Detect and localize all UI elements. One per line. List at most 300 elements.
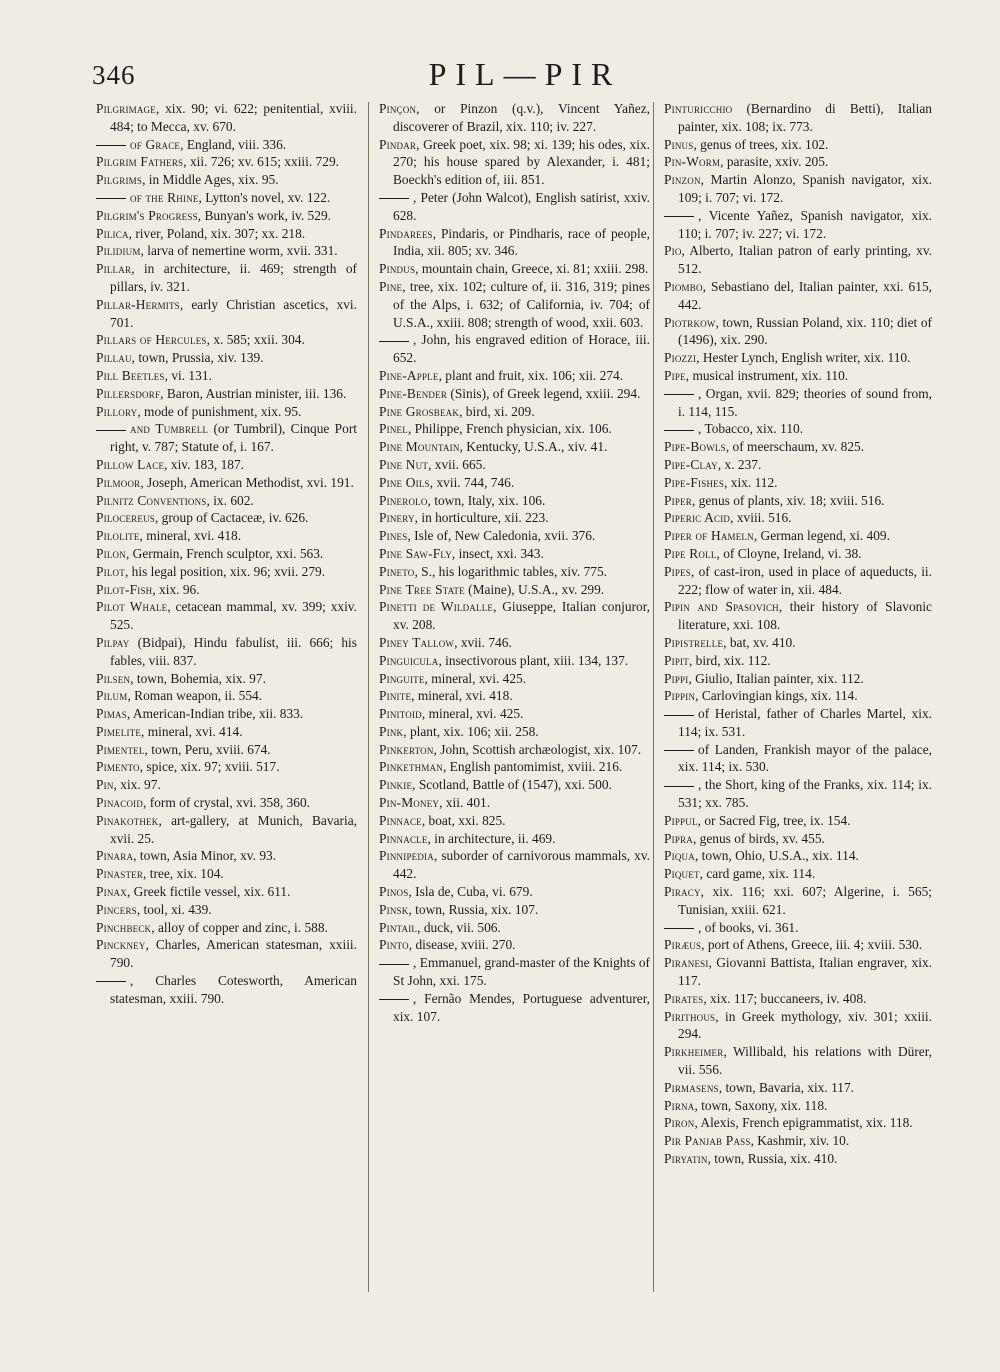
entry-text: , Lytton's novel, xv. 122.	[198, 189, 331, 205]
index-entry	[92, 225, 357, 243]
entry-headword: Pipe-Fishes	[664, 474, 725, 490]
entry-text: , early Christian ascetics, xvi. 701.	[110, 296, 357, 330]
entry-text: , musical instrument, xix. 110.	[685, 367, 849, 383]
index-entry	[92, 385, 357, 403]
entry-text: , xix. 112.	[724, 474, 778, 490]
index-entry	[375, 474, 650, 492]
repeat-dash	[664, 394, 694, 395]
entry-headword: Pinerolo	[379, 492, 428, 508]
entry-text: , in horticulture, xii. 223.	[414, 510, 549, 526]
entry-headword: Pipes	[664, 563, 691, 579]
entry-text: , or Sacred Fig, tree, ix. 154.	[697, 812, 851, 828]
entry-text: , town, Italy, xix. 106.	[427, 492, 546, 508]
index-entry	[92, 812, 357, 848]
entry-text: , xix. 97.	[113, 777, 161, 793]
entry-text: , of Cloyne, Ireland, vi. 38.	[716, 545, 862, 561]
repeat-dash	[379, 999, 409, 1000]
index-entry	[92, 670, 357, 688]
entry-headword: Pilpay	[96, 634, 130, 650]
index-entry	[660, 242, 932, 278]
entry-headword: Pinnacle	[379, 830, 428, 846]
index-entry	[92, 189, 357, 207]
entry-text: , Kentucky, U.S.A., xiv. 41.	[459, 439, 608, 455]
index-entry	[375, 705, 650, 723]
entry-headword: Pillar-Hermits	[96, 296, 180, 312]
entry-text: , vi. 131.	[164, 367, 212, 383]
index-entry	[375, 687, 650, 705]
index-column-2	[375, 100, 650, 1025]
repeat-dash	[664, 786, 694, 787]
entry-text: , town, Russian Poland, xix. 110; diet of (1496), xix. 290.	[678, 314, 932, 348]
index-entry	[375, 189, 650, 225]
entry-text: , Giuseppe, Italian conjuror, xv. 208.	[393, 599, 650, 633]
entry-text: , bird, xi. 209.	[459, 403, 535, 419]
entry-headword: Pinchbeck	[96, 919, 152, 935]
column-divider	[368, 102, 369, 1292]
entry-text: (Bidpai), Hindu fabulist, iii. 666; his fables, viii. 837.	[110, 634, 357, 668]
entry-headword: Pipe-Bowls	[664, 439, 726, 455]
entry-headword: Pirkheimer	[664, 1044, 724, 1060]
index-entry	[660, 314, 932, 350]
index-entry	[375, 100, 650, 136]
index-entry	[92, 581, 357, 599]
index-entry	[92, 403, 357, 421]
entry-headword: Pinos	[379, 884, 409, 900]
entry-text: (Maine), U.S.A., xv. 299.	[464, 581, 605, 597]
index-entry	[92, 492, 357, 510]
entry-headword: Pinery	[379, 510, 415, 526]
page-number: 346	[92, 60, 136, 90]
repeat-dash	[664, 928, 694, 929]
entry-text: , in Greek mythology, xiv. 301; xxiii. 294.	[678, 1008, 932, 1042]
repeat-dash	[96, 981, 126, 982]
entry-headword: Pimas	[96, 706, 127, 722]
index-entry	[375, 545, 650, 563]
entry-text: , American-Indian tribe, xii. 833.	[126, 706, 304, 722]
index-entry	[660, 545, 932, 563]
index-entry	[660, 474, 932, 492]
index-entry	[660, 207, 932, 243]
entry-headword: Piombo	[664, 278, 703, 294]
index-entry	[660, 670, 932, 688]
entry-text: , xvii. 744, 746.	[429, 474, 515, 490]
repeat-dash	[379, 964, 409, 965]
entry-text: , the Short, king of the Franks, xix. 114; ix. 531; xx. 785.	[678, 777, 932, 811]
entry-text: , duck, vii. 506.	[417, 919, 501, 935]
entry-text: , river, Poland, xix. 307; xx. 218.	[128, 225, 306, 241]
entry-headword: Pilot Whale	[96, 599, 168, 615]
entry-headword: Pine	[379, 278, 403, 294]
entry-headword: Pinzon	[664, 172, 701, 188]
index-entry	[660, 847, 932, 865]
index-entry	[92, 936, 357, 972]
entry-headword: Pinçon	[379, 101, 417, 116]
entry-text: , card game, xix. 114.	[699, 866, 816, 882]
index-entry	[660, 1043, 932, 1079]
entry-headword: Pirna	[664, 1097, 695, 1113]
index-entry	[92, 723, 357, 741]
repeat-dash	[96, 145, 126, 146]
index-entry	[375, 776, 650, 794]
entry-text: , xii. 401.	[439, 795, 491, 811]
entry-text: , Scotland, Battle of (1547), xxi. 500.	[412, 777, 612, 793]
entry-text: , xvii. 665.	[428, 456, 486, 472]
entry-text: , Baron, Austrian minister, iii. 136.	[160, 385, 347, 401]
entry-headword: Piperic Acid	[664, 510, 731, 526]
entry-headword: Pilidium	[96, 243, 141, 259]
index-entry	[92, 563, 357, 581]
index-entry	[375, 563, 650, 581]
index-entry	[375, 847, 650, 883]
entry-headword: Pipin and Spasovich	[664, 599, 779, 615]
index-entry	[92, 456, 357, 474]
entry-text: , town, Peru, xviii. 674.	[144, 741, 271, 757]
index-entry	[375, 901, 650, 919]
entry-headword: Pinkerton	[379, 741, 434, 757]
entry-headword: Pinel	[379, 421, 408, 437]
entry-text: , town, Ohio, U.S.A., xix. 114.	[694, 848, 859, 864]
entry-text: , Isla de, Cuba, vi. 679.	[408, 884, 533, 900]
entry-headword: Pinus	[664, 136, 694, 152]
index-entry	[92, 545, 357, 563]
entry-text: (or Tumbril), Cinque Port right, v. 787; Statute of, i. 167.	[110, 421, 357, 455]
index-entry	[660, 919, 932, 937]
entry-text: , town, Asia Minor, xv. 93.	[133, 848, 277, 864]
index-entry	[375, 527, 650, 545]
index-entry	[660, 1132, 932, 1150]
index-entry	[92, 634, 357, 670]
entry-headword: Pinkie	[379, 777, 413, 793]
entry-headword: Pipistrelle	[664, 634, 724, 650]
entry-text: , mode of punishment, xix. 95.	[137, 403, 302, 419]
entry-text: , xix. 117; buccaneers, iv. 408.	[703, 990, 867, 1006]
entry-headword: Pimento	[96, 759, 140, 775]
index-entry	[375, 367, 650, 385]
entry-text: , Charles, American statesman, xxiii. 790.	[110, 937, 357, 971]
entry-headword: Pine Tree State	[379, 581, 465, 597]
entry-text: , bat, xv. 410.	[723, 634, 796, 650]
entry-text: , Martin Alonzo, Spanish navigator, xix. 109; i. 707; vi. 172.	[678, 172, 932, 205]
entry-headword: Pilon	[96, 545, 126, 561]
entry-text: , Willibald, his relations with Dürer, vii. 556.	[678, 1044, 932, 1078]
entry-text: , alloy of copper and zinc, i. 588.	[151, 919, 328, 935]
index-entry	[660, 420, 932, 438]
index-entry	[375, 456, 650, 474]
entry-headword: Pipe	[664, 367, 686, 383]
entry-text: , Hester Lynch, English writer, xix. 110.	[696, 350, 911, 366]
entry-headword: Pilgrims	[96, 172, 143, 188]
entry-text: , Germain, French sculptor, xxi. 563.	[125, 545, 324, 561]
entry-text: , Pindaris, or Pindharis, race of people, India, xii. 805; xv. 346.	[393, 225, 650, 259]
entry-text: , x. 585; xxii. 304.	[206, 332, 305, 348]
index-entry	[92, 331, 357, 349]
entry-text: , John, Scottish archæologist, xix. 107.	[433, 741, 642, 757]
repeat-dash	[379, 198, 409, 199]
entry-headword: Pin-Worm	[664, 154, 721, 170]
entry-text: , mountain chain, Greece, xi. 81; xxiii. 298.	[415, 261, 649, 277]
entry-text: , xix. 96.	[152, 581, 200, 597]
entry-headword: Pir Panjab Pass	[664, 1133, 751, 1149]
entry-headword: Pindar	[379, 136, 417, 152]
entry-text: , Tobacco, xix. 110.	[698, 421, 804, 437]
entry-text: , Kashmir, xiv. 10.	[750, 1133, 850, 1149]
entry-text: , English pantomimist, xviii. 216.	[442, 759, 623, 775]
index-entry	[660, 705, 932, 741]
index-entry	[375, 634, 650, 652]
index-entry	[375, 936, 650, 954]
repeat-dash	[96, 198, 126, 199]
entry-text: , cetacean mammal, xv. 399; xxiv. 525.	[110, 599, 357, 633]
entry-text: of Landen, Frankish mayor of the palace, xix. 114; ix. 530.	[678, 741, 932, 775]
index-entry	[660, 171, 932, 207]
entry-text: , xix. 90; vi. 622; penitential, xviii. 484; to Mecca, xv. 670.	[110, 101, 357, 134]
entry-headword: Piryatin	[664, 1151, 708, 1167]
index-entry	[92, 705, 357, 723]
index-entry	[660, 954, 932, 990]
entry-text: , in architecture, ii. 469; strength of pillars, iv. 321.	[110, 261, 357, 294]
entry-text: , suborder of carnivorous mammals, xv. 442.	[393, 848, 650, 882]
entry-headword: Pillow Lace	[96, 456, 165, 472]
entry-text: , his legal position, xix. 96; xvii. 279.	[124, 563, 326, 579]
entry-headword: Piquet	[664, 866, 700, 882]
index-entry	[375, 403, 650, 421]
entry-text: , town, Russia, xix. 410.	[707, 1151, 838, 1167]
index-entry	[92, 349, 357, 367]
entry-text: , xviii. 516.	[730, 510, 792, 526]
entry-text: , England, viii. 336.	[180, 136, 287, 152]
entry-text: , art-gallery, at Munich, Bavaria, xvii. 25.	[110, 812, 357, 846]
index-entry	[660, 936, 932, 954]
entry-text: , of cast-iron, used in place of aqueducts, ii. 222; flow of water in, xii. 484.	[678, 563, 932, 597]
entry-headword: Pinsk	[379, 901, 409, 917]
entry-headword: Pine-Bender	[379, 385, 448, 401]
entry-headword: Pinaster	[96, 866, 144, 882]
index-entry	[375, 581, 650, 599]
entry-headword: Pimentel	[96, 741, 145, 757]
entry-headword: Pillory	[96, 403, 138, 419]
entry-headword: Pilmoor	[96, 474, 141, 490]
entry-headword: Pinto	[379, 937, 409, 953]
entry-headword: Pinitoid	[379, 706, 422, 722]
entry-text: , plant, xix. 106; xii. 258.	[403, 723, 539, 739]
index-entry	[375, 385, 650, 403]
entry-headword: Pin	[96, 777, 114, 793]
entry-text: , group of Cactaceæ, iv. 626.	[154, 510, 309, 526]
entry-text: , xix. 116; xxi. 607; Algerine, i. 565; Tunisian, xxiii. 621.	[678, 884, 932, 917]
index-entry	[660, 456, 932, 474]
entry-text: , parasite, xxiv. 205.	[720, 154, 829, 170]
entry-text: , town, Bohemia, xix. 97.	[130, 670, 266, 686]
index-entry	[660, 776, 932, 812]
index-entry	[92, 474, 357, 492]
entry-headword: Pilot	[96, 563, 125, 579]
entry-text: , Giulio, Italian painter, xix. 112.	[688, 670, 864, 686]
entry-headword: Pine Grosbeak	[379, 403, 460, 419]
entry-headword: Piotrkow	[664, 314, 716, 330]
entry-headword: Pilnitz Conventions	[96, 492, 207, 508]
repeat-dash	[664, 750, 694, 751]
entry-headword: Pio	[664, 243, 682, 259]
index-entry	[660, 153, 932, 171]
entry-headword: Pin-Money	[379, 795, 440, 811]
entry-headword: Pilica	[96, 225, 129, 241]
entry-text: , xvii. 746.	[454, 634, 512, 650]
entry-headword: Pinite	[379, 688, 412, 704]
entry-headword: Pine-Apple	[379, 367, 439, 383]
entry-text: , Roman weapon, ii. 554.	[127, 688, 263, 704]
entry-headword: Pincers	[96, 901, 137, 917]
index-entry	[660, 830, 932, 848]
index-column-1	[92, 100, 357, 1008]
index-entry	[660, 687, 932, 705]
entry-headword: Pindus	[379, 261, 416, 277]
index-entry	[660, 367, 932, 385]
entry-headword: Pilsen	[96, 670, 131, 686]
index-entry	[92, 865, 357, 883]
index-entry	[92, 972, 357, 1008]
entry-headword: Pipit	[664, 652, 689, 668]
index-entry	[375, 331, 650, 367]
entry-text: , Greek poet, xix. 98; xi. 139; his odes, xix. 270; his house spared by Alexander, i. 481; Boeckh's edition of, iii. 851.	[393, 136, 650, 188]
entry-text: , disease, xviii. 270.	[408, 937, 516, 953]
index-entry	[375, 670, 650, 688]
entry-text: , Greek fictile vessel, xix. 611.	[126, 884, 291, 900]
entry-text: , town, Prussia, xiv. 139.	[131, 350, 264, 366]
index-column-3	[660, 100, 932, 1168]
index-entry	[92, 883, 357, 901]
repeat-dash	[664, 430, 694, 431]
entry-headword: of Grace	[130, 136, 181, 152]
entry-text: of Heristal, father of Charles Martel, xix. 114; ix. 531.	[678, 706, 932, 739]
entry-headword: Pinguicula	[379, 652, 439, 668]
index-entry	[660, 1114, 932, 1132]
entry-headword: Piozzi	[664, 350, 697, 366]
index-entry	[660, 741, 932, 777]
index-entry	[660, 563, 932, 599]
entry-headword: Piper	[664, 492, 692, 508]
entry-headword: Pilum	[96, 688, 128, 704]
index-entry	[660, 136, 932, 154]
index-entry	[375, 990, 650, 1026]
index-entry	[92, 598, 357, 634]
index-entry	[375, 741, 650, 759]
entry-text: , in architecture, ii. 469.	[427, 830, 556, 846]
entry-text: , spice, xix. 97; xviii. 517.	[139, 759, 280, 775]
index-entry	[660, 1150, 932, 1168]
entry-text: , Organ, xvii. 829; theories of sound from, i. 114, 115.	[678, 385, 932, 419]
entry-text: , insectivorous plant, xiii. 134, 137.	[438, 652, 629, 668]
index-entry	[375, 509, 650, 527]
index-entry	[660, 652, 932, 670]
entry-headword: Pipe Roll	[664, 545, 717, 561]
entry-headword: Pilgrimage	[96, 101, 156, 116]
entry-text: , genus of birds, xv. 455.	[692, 830, 825, 846]
entry-headword: and Tumbrell	[130, 421, 209, 437]
index-entry	[660, 385, 932, 421]
entry-text: , Alberto, Italian patron of early printing, xv. 512.	[678, 243, 932, 277]
entry-headword: Pippi	[664, 670, 689, 686]
entry-headword: Pippin	[664, 688, 696, 704]
index-entry	[375, 225, 650, 261]
index-entry	[375, 883, 650, 901]
entry-headword: Pinetti de Wildalle	[379, 599, 494, 615]
entry-headword: Pippul	[664, 812, 698, 828]
index-entry	[92, 153, 357, 171]
entry-headword: Pill Beetles	[96, 367, 165, 383]
index-entry	[660, 278, 932, 314]
entry-headword: Pilolite	[96, 528, 140, 544]
index-entry	[375, 136, 650, 189]
entry-text: , port of Athens, Greece, iii. 4; xviii. 530.	[701, 937, 923, 953]
index-entry	[375, 420, 650, 438]
entry-text: , Emmanuel, grand-master of the Knights of St John, xxi. 175.	[393, 955, 650, 989]
entry-text: , German legend, xi. 409.	[753, 528, 890, 544]
repeat-dash	[664, 715, 694, 716]
entry-text: , bird, xix. 112.	[688, 652, 771, 668]
entry-text: , x. 237.	[717, 456, 762, 472]
entry-text: , tool, xi. 439.	[136, 901, 212, 917]
index-entry	[375, 260, 650, 278]
entry-headword: Pink	[379, 723, 404, 739]
entry-headword: Pine Saw-Fly	[379, 545, 452, 561]
entry-headword: Pines	[379, 528, 408, 544]
index-entry	[92, 687, 357, 705]
index-entry	[375, 830, 650, 848]
entry-headword: Pirmasens	[664, 1079, 719, 1095]
entry-text: , genus of trees, xix. 102.	[693, 136, 829, 152]
entry-text: , mineral, xvi. 418.	[139, 528, 242, 544]
entry-headword: Pinara	[96, 848, 134, 864]
index-entry	[92, 509, 357, 527]
column-divider	[653, 102, 654, 1292]
index-entry	[660, 865, 932, 883]
entry-headword: Pillar	[96, 261, 132, 277]
index-entry	[375, 723, 650, 741]
entry-text: , xiv. 183, 187.	[164, 456, 245, 472]
index-entry	[92, 242, 357, 260]
entry-text: , larva of nemertine worm, xvii. 331.	[140, 243, 338, 259]
index-entry	[660, 492, 932, 510]
index-entry	[92, 794, 357, 812]
index-entry	[660, 349, 932, 367]
entry-headword: Pilgrim's Progress	[96, 207, 198, 223]
entry-headword: Piper of Hameln	[664, 528, 754, 544]
entry-text: , Peter (John Walcot), English satirist, xxiv. 628.	[393, 189, 650, 223]
entry-text: , Charles Cotesworth, American statesman, xxiii. 790.	[110, 973, 357, 1006]
entry-headword: Pinnipedia	[379, 848, 434, 864]
entry-text: (Sinis), of Greek legend, xxiii. 294.	[447, 385, 641, 401]
index-entry	[660, 438, 932, 456]
index-entry	[92, 847, 357, 865]
index-entry	[375, 652, 650, 670]
entry-text: , boat, xxi. 825.	[421, 812, 506, 828]
entry-text: , plant and fruit, xix. 106; xii. 274.	[438, 367, 624, 383]
index-entry	[375, 438, 650, 456]
entry-headword: Piranesi	[664, 955, 709, 971]
index-entry	[92, 171, 357, 189]
entry-headword: Pirates	[664, 990, 704, 1006]
entry-headword: Pillersdorf	[96, 385, 161, 401]
index-entry	[660, 990, 932, 1008]
index-entry	[92, 367, 357, 385]
entry-text: , Isle of, New Caledonia, xvii. 376.	[407, 528, 596, 544]
entry-text: , town, Russia, xix. 107.	[408, 901, 539, 917]
entry-headword: Piræus	[664, 937, 702, 953]
entry-headword: Pilgrim Fathers	[96, 154, 184, 170]
index-entry	[660, 812, 932, 830]
entry-text: , Vicente Yañez, Spanish navigator, xix. 110; i. 707; iv. 227; vi. 172.	[678, 207, 932, 241]
entry-headword: Pinnace	[379, 812, 422, 828]
